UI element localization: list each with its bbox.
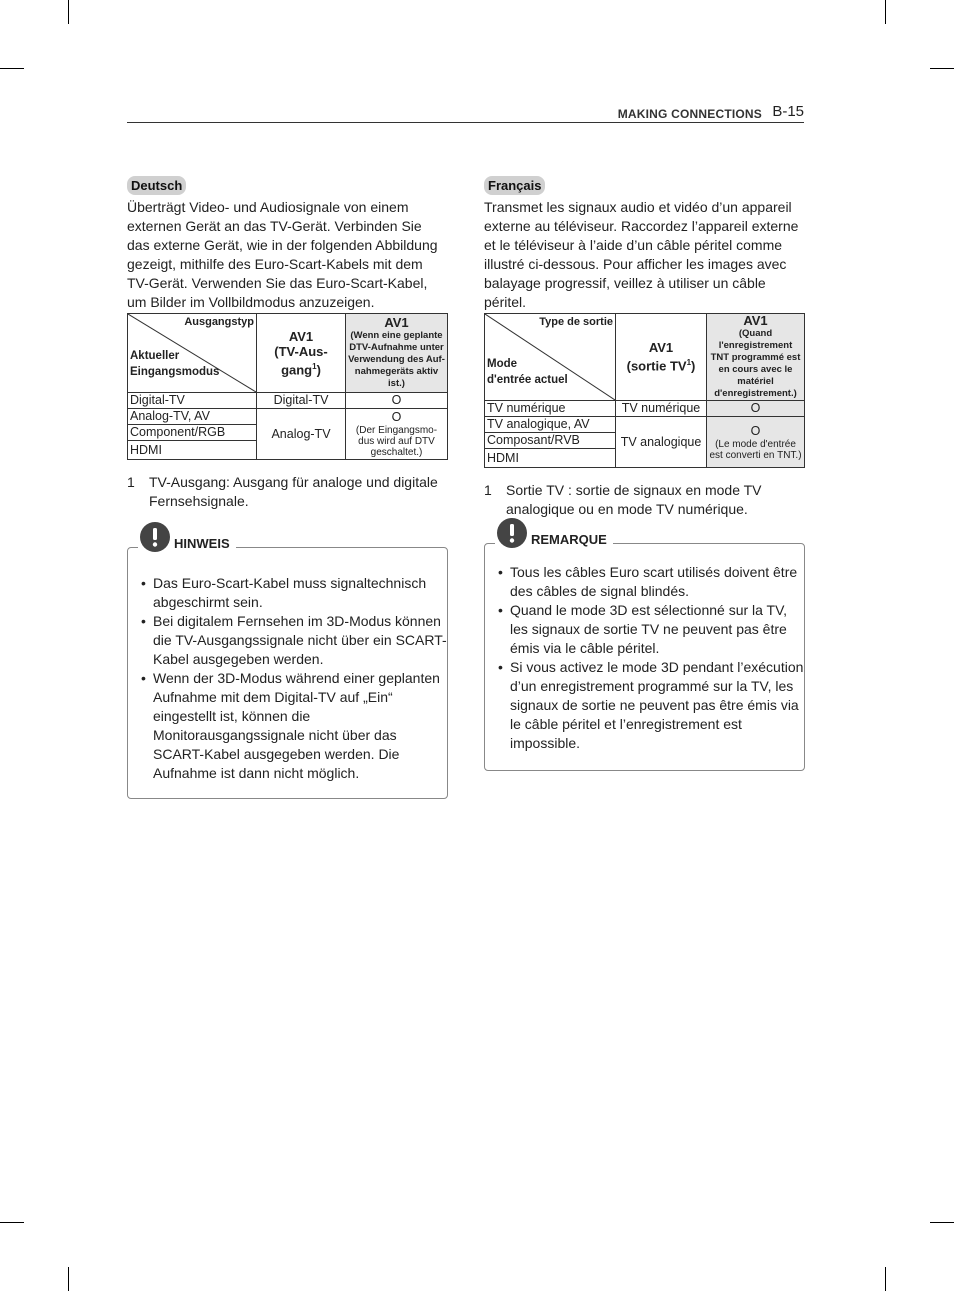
- list-item: • Wenn der 3D-Modus während einer geplanten Aufnahme mit dem Digital-TV auf „Ein“ eingestellt ist, können die Monitorausgangssignale nicht über das SCART-Kabel ausgegeben werden. Die Aufnahme ist dann nicht möglich.: [128, 669, 447, 783]
- av1-recording-header: AV1 (Quand l'enregistrement TNT programmé est en cours avec le matériel d'enregistrement.): [707, 314, 805, 401]
- column-deutsch: [127, 176, 448, 511]
- table-row: TV numérique: [485, 401, 616, 417]
- crop-mark: [68, 1267, 69, 1291]
- table-cell: O (Le mode d'entrée est converti en TNT.): [707, 417, 805, 468]
- note-header: [138, 522, 236, 552]
- note-list: [128, 574, 447, 783]
- note-label: HINWEIS: [174, 536, 230, 551]
- exclamation-circle-icon: [140, 522, 170, 552]
- language-tab: Français: [484, 176, 545, 195]
- crop-mark: [885, 0, 886, 24]
- input-mode-label: Mode d'entrée actuel: [487, 358, 568, 386]
- table-cell: Digital-TV: [257, 393, 346, 409]
- list-item: • Quand le mode 3D est sélectionné sur la TV, les signaux de sortie TV ne peuvent pas être émis via le câble péritel.: [485, 601, 804, 658]
- note-box-hinweis: [127, 536, 448, 799]
- note-list: [485, 563, 804, 753]
- table-cell: TV numérique: [616, 401, 707, 417]
- output-type-label: Type de sortie: [539, 316, 613, 328]
- table-row: HDMI: [485, 449, 616, 468]
- section-title: MAKING CONNECTIONS: [617, 107, 762, 121]
- table-diagonal-header: [485, 314, 616, 401]
- footnote: 1 TV-Ausgang: Ausgang für analoge und digitale Fernsehsignale.: [127, 474, 438, 509]
- table-cell: O: [707, 401, 805, 417]
- page-header: [127, 103, 804, 123]
- crop-mark: [0, 68, 24, 69]
- av1-tv-out-header: AV1 (TV-Aus- gang$^1$): [257, 314, 346, 393]
- input-mode-label: Aktueller Eingangsmodus: [130, 350, 220, 378]
- crop-mark: [0, 1222, 24, 1223]
- connection-table: [484, 313, 805, 468]
- list-item: • Das Euro-Scart-Kabel muss signaltechnisch abgeschirmt sein.: [128, 574, 447, 612]
- table-row: Component/RGB: [128, 425, 257, 441]
- intro-text: Transmet les signaux audio et vidéo d’un appareil externe au téléviseur. Raccordez l’appareil externe et le téléviseur à l’aide d’un câble péritel comme illustré ci-dessous. Pour afficher les images avec balayage progressif, veillez à utiliser un câble péritel.: [484, 199, 799, 310]
- crop-mark: [885, 1267, 886, 1291]
- table-row: Composant/RVB: [485, 433, 616, 449]
- crop-mark: [930, 68, 954, 69]
- output-type-label: Ausgangstyp: [184, 316, 254, 328]
- footnote: 1 Sortie TV : sortie de signaux en mode TV analogique ou en mode TV numérique.: [484, 482, 762, 517]
- table-cell: Analog-TV: [257, 409, 346, 460]
- connection-table: [127, 313, 448, 460]
- list-item: • Si vous activez le mode 3D pendant l’exécution d’un enregistrement programmé sur la TV, les signaux de sortie ne peuvent pas être émis via le câble péritel et l’enregistrement est impossible.: [485, 658, 804, 753]
- list-item: • Bei digitalem Fernsehen im 3D-Modus können die TV-Ausgangssignale nicht über ein SCART-Kabel ausgegeben werden.: [128, 612, 447, 669]
- crop-mark: [68, 0, 69, 24]
- crop-mark: [930, 1222, 954, 1223]
- language-tab: Deutsch: [127, 176, 186, 195]
- note-header: [495, 518, 613, 548]
- table-row: Analog-TV, AV: [128, 409, 257, 425]
- page-number: B-15: [772, 103, 804, 120]
- table-row: TV analogique, AV: [485, 417, 616, 433]
- table-cell: O: [346, 393, 448, 409]
- table-diagonal-header: [128, 314, 257, 393]
- av1-recording-header: AV1 (Wenn eine geplante DTV-Aufnahme unter Verwendung des Auf-nahmegeräts aktiv ist.): [346, 314, 448, 393]
- intro-text: Überträgt Video- und Audiosignale von einem externen Gerät an das TV-Gerät. Verbinden Sie das externe Gerät, wie in der folgenden Abbildung gezeigt, mithilfe des Euro-Scart-Kabels mit dem TV-Gerät. Verwenden Sie das Euro-Scart-Kabel, um Bilder im Vollbildmodus anzuzeigen.: [127, 199, 438, 310]
- table-cell: TV analogique: [616, 417, 707, 468]
- note-box-remarque: [484, 532, 805, 771]
- av1-tv-out-header: AV1 (sortie $TV^1$): [616, 314, 707, 401]
- table-cell: O (Der Eingangsmo-dus wird auf DTV geschaltet.): [346, 409, 448, 460]
- table-row: HDMI: [128, 441, 257, 460]
- exclamation-circle-icon: [497, 518, 527, 548]
- list-item: • Tous les câbles Euro scart utilisés doivent être des câbles de signal blindés.: [485, 563, 804, 601]
- table-row: Digital-TV: [128, 393, 257, 409]
- column-francais: [484, 176, 805, 519]
- note-label: REMARQUE: [531, 532, 607, 547]
